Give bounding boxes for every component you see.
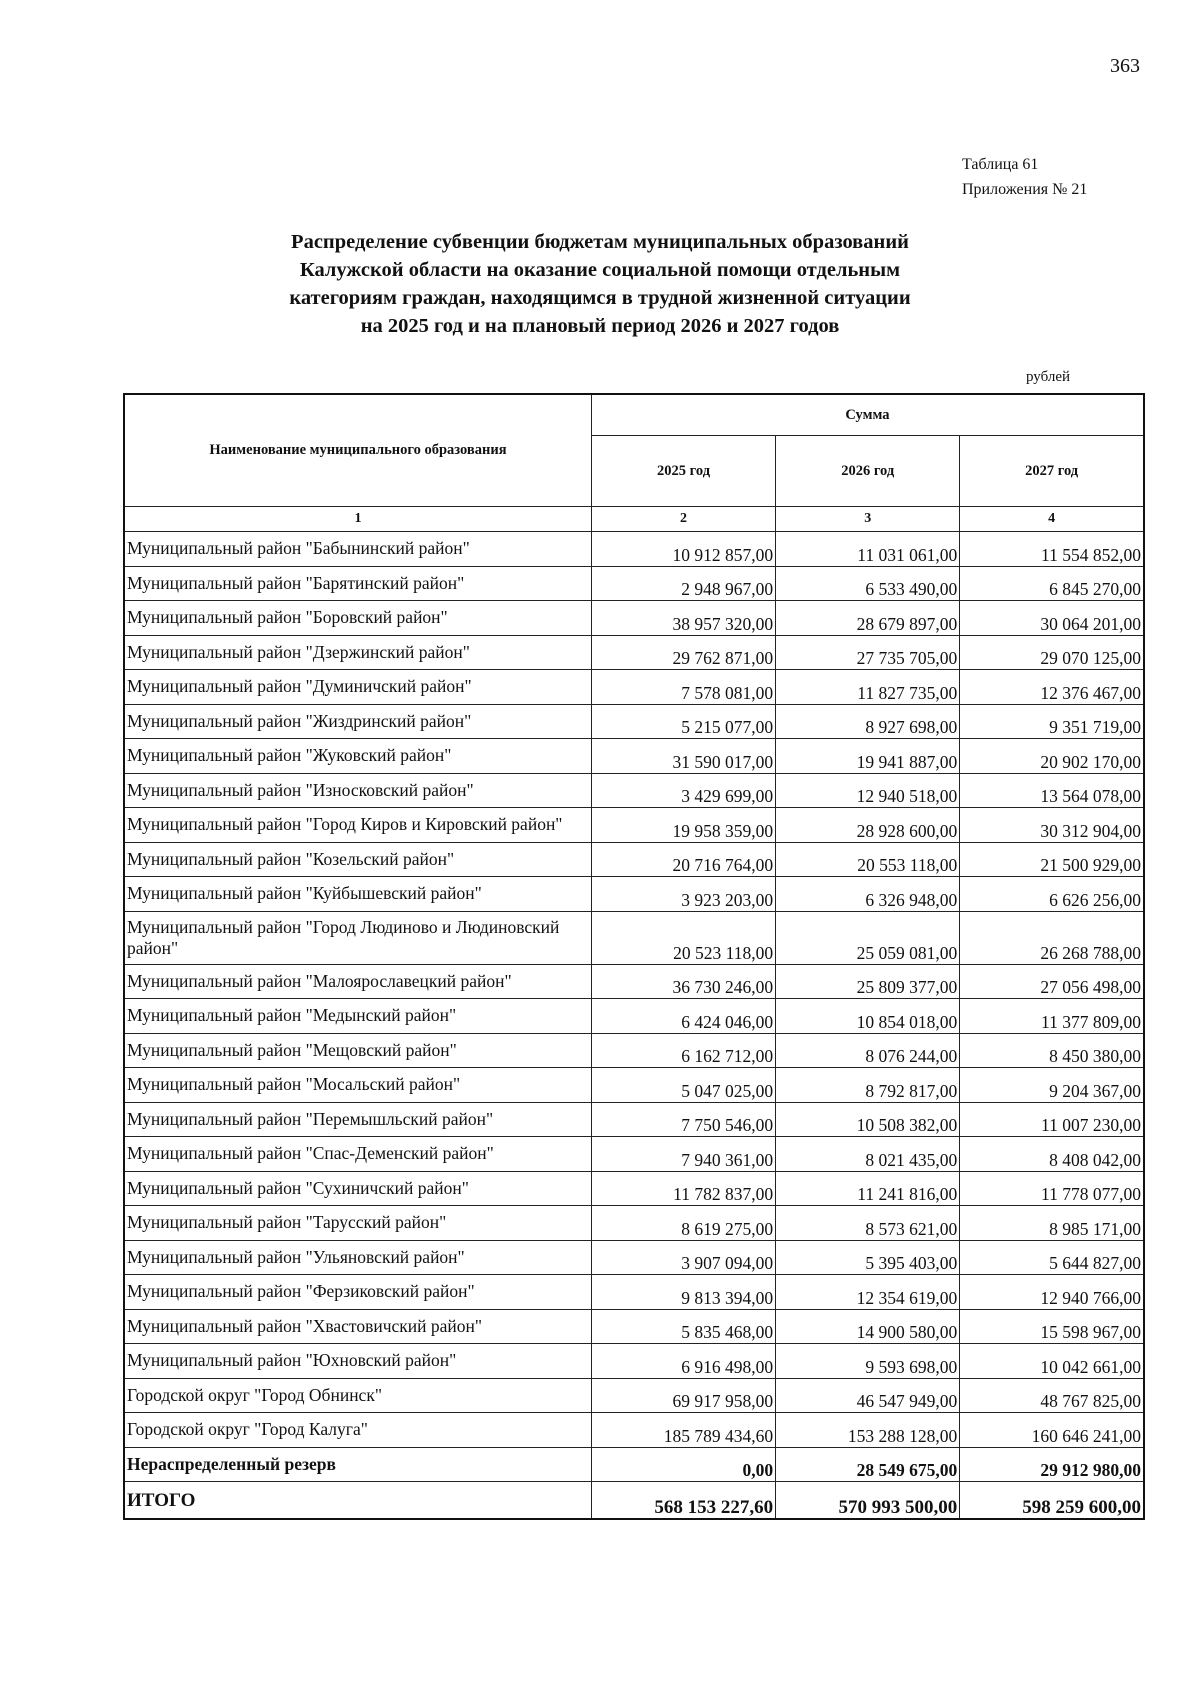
value-2027: 12 376 467,00 [960, 670, 1144, 705]
value-2025: 3 923 203,00 [591, 877, 775, 912]
table-reference [962, 152, 1087, 202]
value-2025: 36 730 246,00 [591, 964, 775, 999]
row-name: Муниципальный район "Куйбышевский район" [124, 877, 591, 912]
value-2026: 19 941 887,00 [776, 739, 960, 774]
value-2026: 8 573 621,00 [776, 1206, 960, 1241]
value-2025: 6 162 712,00 [591, 1033, 775, 1068]
value-2026: 9 593 698,00 [776, 1344, 960, 1379]
value-2027: 27 056 498,00 [960, 964, 1144, 999]
row-name: Муниципальный район "Юхновский район" [124, 1344, 591, 1379]
table-row [124, 1344, 1144, 1379]
value-2027: 5 644 827,00 [960, 1240, 1144, 1275]
row-name: Муниципальный район "Жиздринский район" [124, 704, 591, 739]
reserve-row [124, 1447, 1144, 1482]
table-number: Таблица 61 [962, 156, 1039, 173]
row-name: Муниципальный район "Город Людиново и Людиновский район" [124, 911, 591, 964]
value-2025: 31 590 017,00 [591, 739, 775, 774]
row-name: Муниципальный район "Жуковский район" [124, 739, 591, 774]
table-row [124, 1309, 1144, 1344]
table-row [124, 1137, 1144, 1172]
value-2027: 13 564 078,00 [960, 773, 1144, 808]
row-name: Муниципальный район "Перемышльский район" [124, 1102, 591, 1137]
table-row [124, 911, 1144, 964]
table-row [124, 601, 1144, 636]
value-2026: 25 059 081,00 [776, 911, 960, 964]
header-index: 2 [591, 507, 775, 532]
row-name: Муниципальный район "Мещовский район" [124, 1033, 591, 1068]
title-line-1: Распределение субвенции бюджетам муниципальных образований [291, 231, 909, 253]
value-2026: 6 533 490,00 [776, 566, 960, 601]
row-name: Нераспределенный резерв [124, 1447, 591, 1482]
total-2025: 568 153 227,60 [591, 1482, 775, 1520]
row-name: Муниципальный район "Ульяновский район" [124, 1240, 591, 1275]
value-2026: 27 735 705,00 [776, 635, 960, 670]
value-2027: 30 312 904,00 [960, 808, 1144, 843]
value-2027: 8 985 171,00 [960, 1206, 1144, 1241]
table-row [124, 1275, 1144, 1310]
value-2025: 3 907 094,00 [591, 1240, 775, 1275]
value-2026: 28 679 897,00 [776, 601, 960, 636]
value-2027: 20 902 170,00 [960, 739, 1144, 774]
title-line-2: Калужской области на оказание социальной помощи отдельным [299, 259, 901, 281]
value-2026: 28 549 675,00 [776, 1447, 960, 1482]
value-2027: 30 064 201,00 [960, 601, 1144, 636]
row-name: Муниципальный район "Тарусский район" [124, 1206, 591, 1241]
row-name: Муниципальный район "Боровский район" [124, 601, 591, 636]
value-2025: 3 429 699,00 [591, 773, 775, 808]
value-2025: 10 912 857,00 [591, 532, 775, 567]
value-2026: 8 076 244,00 [776, 1033, 960, 1068]
value-2027: 48 767 825,00 [960, 1378, 1144, 1413]
table-row [124, 566, 1144, 601]
row-name: Муниципальный район "Город Киров и Кировский район" [124, 808, 591, 843]
value-2026: 28 928 600,00 [776, 808, 960, 843]
row-name: Муниципальный район "Медынский район" [124, 999, 591, 1034]
value-2025: 185 789 434,60 [591, 1413, 775, 1448]
header-index: 1 [124, 507, 591, 532]
table-row [124, 842, 1144, 877]
value-2027: 6 845 270,00 [960, 566, 1144, 601]
value-2025: 5 047 025,00 [591, 1068, 775, 1103]
value-2026: 5 395 403,00 [776, 1240, 960, 1275]
value-2026: 12 940 518,00 [776, 773, 960, 808]
value-2026: 153 288 128,00 [776, 1413, 960, 1448]
row-name: Муниципальный район "Козельский район" [124, 842, 591, 877]
value-2026: 14 900 580,00 [776, 1309, 960, 1344]
table-row [124, 1206, 1144, 1241]
table-row [124, 1102, 1144, 1137]
table-row [124, 999, 1144, 1034]
value-2027: 9 351 719,00 [960, 704, 1144, 739]
value-2027: 15 598 967,00 [960, 1309, 1144, 1344]
table-row [124, 1378, 1144, 1413]
value-2027: 12 940 766,00 [960, 1275, 1144, 1310]
document-title [180, 228, 1020, 340]
table-row [124, 532, 1144, 567]
value-2025: 2 948 967,00 [591, 566, 775, 601]
value-2025: 11 782 837,00 [591, 1171, 775, 1206]
value-2026: 8 927 698,00 [776, 704, 960, 739]
value-2027: 160 646 241,00 [960, 1413, 1144, 1448]
table-row [124, 739, 1144, 774]
value-2025: 20 716 764,00 [591, 842, 775, 877]
table-row [124, 670, 1144, 705]
table-row [124, 808, 1144, 843]
value-2026: 10 508 382,00 [776, 1102, 960, 1137]
table-row [124, 1240, 1144, 1275]
value-2027: 26 268 788,00 [960, 911, 1144, 964]
header-year-2027: 2027 год [960, 436, 1144, 507]
value-2026: 25 809 377,00 [776, 964, 960, 999]
value-2027: 6 626 256,00 [960, 877, 1144, 912]
value-2025: 9 813 394,00 [591, 1275, 775, 1310]
header-index: 3 [776, 507, 960, 532]
value-2026: 46 547 949,00 [776, 1378, 960, 1413]
value-2025: 19 958 359,00 [591, 808, 775, 843]
value-2027: 8 450 380,00 [960, 1033, 1144, 1068]
title-line-4: на 2025 год и на плановый период 2026 и 2027 годов [360, 315, 840, 337]
value-2026: 6 326 948,00 [776, 877, 960, 912]
value-2026: 10 854 018,00 [776, 999, 960, 1034]
subvention-table [123, 393, 1145, 1520]
table-row [124, 635, 1144, 670]
header-year-2026: 2026 год [776, 436, 960, 507]
value-2027: 11 778 077,00 [960, 1171, 1144, 1206]
row-name: Городской округ "Город Калуга" [124, 1413, 591, 1448]
appendix-number: Приложения № 21 [962, 181, 1088, 198]
value-2026: 12 354 619,00 [776, 1275, 960, 1310]
table-row [124, 1033, 1144, 1068]
row-name: Муниципальный район "Думиничский район" [124, 670, 591, 705]
page-number: 363 [1110, 55, 1140, 77]
total-row [124, 1482, 1144, 1520]
table-row [124, 1068, 1144, 1103]
table-row [124, 877, 1144, 912]
total-label: ИТОГО [124, 1482, 591, 1520]
value-2025: 38 957 320,00 [591, 601, 775, 636]
value-2026: 11 827 735,00 [776, 670, 960, 705]
value-2025: 6 424 046,00 [591, 999, 775, 1034]
table-row [124, 1413, 1144, 1448]
value-2025: 6 916 498,00 [591, 1344, 775, 1379]
value-2025: 0,00 [591, 1447, 775, 1482]
row-name: Муниципальный район "Износковский район" [124, 773, 591, 808]
value-2025: 5 835 468,00 [591, 1309, 775, 1344]
value-2027: 29 070 125,00 [960, 635, 1144, 670]
value-2026: 11 031 061,00 [776, 532, 960, 567]
value-2025: 8 619 275,00 [591, 1206, 775, 1241]
value-2026: 11 241 816,00 [776, 1171, 960, 1206]
value-2025: 7 578 081,00 [591, 670, 775, 705]
table-row [124, 964, 1144, 999]
value-2027: 8 408 042,00 [960, 1137, 1144, 1172]
value-2027: 11 377 809,00 [960, 999, 1144, 1034]
row-name: Муниципальный район "Мосальский район" [124, 1068, 591, 1103]
header-index: 4 [960, 507, 1144, 532]
header-sum: Сумма [591, 394, 1144, 436]
header-year-2025: 2025 год [591, 436, 775, 507]
title-line-3: категориям граждан, находящимся в трудной жизненной ситуации [289, 287, 911, 309]
row-name: Городской округ "Город Обнинск" [124, 1378, 591, 1413]
currency-units: рублей [1026, 369, 1071, 385]
value-2027: 29 912 980,00 [960, 1447, 1144, 1482]
header-municipality-name: Наименование муниципального образования [124, 394, 591, 507]
value-2025: 20 523 118,00 [591, 911, 775, 964]
value-2027: 21 500 929,00 [960, 842, 1144, 877]
value-2025: 7 940 361,00 [591, 1137, 775, 1172]
value-2027: 11 007 230,00 [960, 1102, 1144, 1137]
row-name: Муниципальный район "Ферзиковский район" [124, 1275, 591, 1310]
table-row [124, 704, 1144, 739]
total-2026: 570 993 500,00 [776, 1482, 960, 1520]
row-name: Муниципальный район "Бабынинский район" [124, 532, 591, 567]
value-2026: 8 792 817,00 [776, 1068, 960, 1103]
table-row [124, 1171, 1144, 1206]
value-2025: 29 762 871,00 [591, 635, 775, 670]
value-2026: 8 021 435,00 [776, 1137, 960, 1172]
table-row [124, 773, 1144, 808]
row-name: Муниципальный район "Дзержинский район" [124, 635, 591, 670]
table-body [124, 532, 1144, 1520]
value-2027: 9 204 367,00 [960, 1068, 1144, 1103]
row-name: Муниципальный район "Спас-Деменский район" [124, 1137, 591, 1172]
row-name: Муниципальный район "Барятинский район" [124, 566, 591, 601]
row-name: Муниципальный район "Малоярославецкий район" [124, 964, 591, 999]
total-2027: 598 259 600,00 [960, 1482, 1144, 1520]
value-2026: 20 553 118,00 [776, 842, 960, 877]
value-2027: 11 554 852,00 [960, 532, 1144, 567]
row-name: Муниципальный район "Хвастовичский район" [124, 1309, 591, 1344]
value-2025: 69 917 958,00 [591, 1378, 775, 1413]
value-2025: 7 750 546,00 [591, 1102, 775, 1137]
value-2027: 10 042 661,00 [960, 1344, 1144, 1379]
row-name: Муниципальный район "Сухиничский район" [124, 1171, 591, 1206]
value-2025: 5 215 077,00 [591, 704, 775, 739]
